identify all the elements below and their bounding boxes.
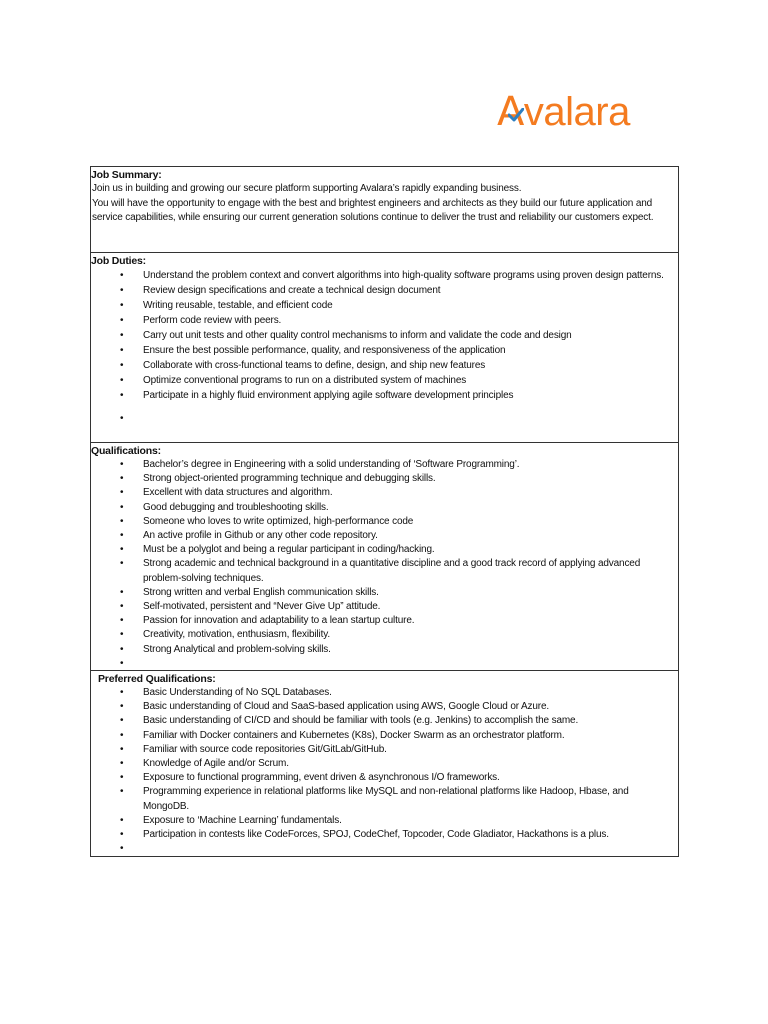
bullet-icon: • — [120, 687, 124, 698]
list-item-text: Optimize conventional programs to run on a distributed system of machines — [143, 375, 467, 386]
list-item — [91, 298, 678, 313]
list-item-text: Perform code review with peers. — [143, 315, 282, 326]
bullet-icon: • — [120, 558, 124, 570]
bullet-icon: • — [120, 413, 124, 424]
list-item-text: Must be a polyglot and being a regular participant in coding/hacking. — [143, 544, 435, 556]
list-item-text: Good debugging and troubleshooting skills. — [143, 501, 329, 513]
list-item-text: Someone who loves to write optimized, high-performance code — [143, 515, 414, 527]
list-spacer — [91, 403, 678, 411]
list-item-text: Bachelor’s degree in Engineering with a solid understanding of ‘Software Programming’. — [143, 459, 520, 470]
list-item — [91, 614, 678, 628]
preferred-qualifications-list — [91, 686, 678, 855]
list-item — [91, 529, 678, 543]
list-item — [91, 714, 678, 728]
bullet-icon: • — [120, 586, 124, 598]
bullet-icon: • — [120, 544, 124, 556]
qualifications-section — [91, 443, 678, 671]
bullet-icon: • — [120, 375, 124, 386]
list-item-text: Review design specifications and create a technical design document — [143, 285, 441, 296]
logo-letter-a: A — [497, 89, 524, 135]
job-duties-section — [91, 253, 678, 443]
bullet-icon: • — [120, 300, 124, 311]
qualifications-heading: Qualifications: — [91, 445, 161, 457]
list-item — [91, 543, 678, 557]
list-item-text: Basic Understanding of No SQL Databases. — [143, 687, 332, 698]
list-item-text: Programming experience in relational platforms like MySQL and non-relational platforms like Hadoop, Hbase, and MongoDB. — [143, 786, 629, 812]
preferred-qualifications-section — [91, 671, 678, 856]
list-item — [91, 785, 678, 813]
job-summary-line-2: You will have the opportunity to engage with the best and brightest engineers and architects as they build our future application and service capabilities, while ensuring our current generation solutions continue to deliver the trust and reliability our customers expect. — [92, 197, 654, 224]
bullet-icon: • — [120, 843, 124, 855]
bullet-icon: • — [120, 515, 124, 527]
bullet-icon: • — [120, 390, 124, 401]
list-item-text: Carry out unit tests and other quality control mechanisms to inform and validate the code and design — [143, 330, 572, 341]
job-duties-heading: Job Duties: — [91, 255, 146, 267]
list-item — [91, 814, 678, 828]
list-item-text: Self-motivated, persistent and “Never Give Up” attitude. — [143, 601, 381, 613]
bullet-icon: • — [120, 615, 124, 627]
bullet-icon: • — [120, 487, 124, 499]
list-item-text: Ensure the best possible performance, quality, and responsiveness of the application — [143, 345, 506, 356]
list-item — [91, 501, 678, 515]
bullet-icon: • — [120, 360, 124, 371]
bullet-icon: • — [120, 459, 124, 470]
list-item-text: Strong Analytical and problem-solving skills. — [143, 643, 331, 655]
list-item — [91, 828, 678, 842]
bullet-icon: • — [120, 530, 124, 542]
bullet-icon: • — [120, 772, 124, 784]
bullet-icon: • — [120, 643, 124, 655]
list-item — [91, 600, 678, 614]
bullet-icon: • — [120, 330, 124, 341]
list-item-text: An active profile in Github or any other code repository. — [143, 530, 378, 542]
job-summary-line-1: Join us in building and growing our secure platform supporting Avalara’s rapidly expanding business. — [92, 183, 522, 194]
list-item — [91, 628, 678, 642]
bullet-icon: • — [120, 473, 124, 485]
list-item — [91, 557, 678, 585]
bullet-icon: • — [120, 315, 124, 326]
bullet-icon: • — [120, 715, 124, 727]
list-item — [91, 743, 678, 757]
list-item-text: Participation in contests like CodeForces, SPOJ, CodeChef, Topcoder, Code Gladiator, Hackathons is a plus. — [143, 829, 609, 841]
bullet-icon: • — [120, 601, 124, 613]
bullet-icon: • — [120, 657, 124, 669]
list-item — [91, 643, 678, 657]
list-item-text: Writing reusable, testable, and efficient code — [143, 300, 333, 311]
list-item-text: Exposure to ‘Machine Learning’ fundamentals. — [143, 814, 342, 826]
list-item — [91, 472, 678, 486]
list-item — [91, 343, 678, 358]
bullet-icon: • — [120, 729, 124, 741]
list-item — [91, 388, 678, 403]
bullet-icon: • — [120, 285, 124, 296]
job-summary-heading: Job Summary: — [91, 169, 162, 181]
job-description-table — [90, 166, 679, 857]
list-item — [91, 458, 678, 472]
job-duties-list — [91, 268, 678, 424]
bullet-icon: • — [120, 758, 124, 770]
list-item-text: Collaborate with cross-functional teams to define, design, and ship new features — [143, 360, 486, 371]
list-item — [91, 771, 678, 785]
bullet-icon: • — [120, 270, 124, 281]
list-item-text: Knowledge of Agile and/or Scrum. — [143, 758, 289, 770]
list-item — [91, 358, 678, 373]
list-item-text: Strong academic and technical background in a quantitative discipline and a good track record of applying advanced problem-solving techniques. — [143, 558, 641, 584]
bullet-icon: • — [120, 743, 124, 755]
list-item-text: Basic understanding of Cloud and SaaS-based application using AWS, Google Cloud or Azure. — [143, 701, 549, 713]
list-item-text: Basic understanding of CI/CD and should be familiar with tools (e.g. Jenkins) to accomplish the same. — [143, 715, 579, 727]
list-item-text: Creativity, motivation, enthusiasm, flexibility. — [143, 629, 330, 641]
list-item — [91, 313, 678, 328]
list-item — [91, 700, 678, 714]
list-item-text: Understand the problem context and convert algorithms into high-quality software programs using proven design patterns. — [143, 270, 664, 281]
list-item-text: Participate in a highly fluid environment applying agile software development principles — [143, 390, 514, 401]
qualifications-list — [91, 458, 678, 669]
avalara-logo — [497, 86, 657, 138]
list-item — [91, 586, 678, 600]
checkmark-icon — [508, 108, 524, 122]
list-item-text: Strong object-oriented programming technique and debugging skills. — [143, 473, 436, 485]
bullet-icon: • — [120, 786, 124, 798]
list-item — [91, 515, 678, 529]
list-item — [91, 268, 678, 283]
list-item — [91, 328, 678, 343]
bullet-icon: • — [120, 501, 124, 513]
list-item-text: Familiar with source code repositories Git/GitLab/GitHub. — [143, 743, 387, 755]
list-item — [91, 373, 678, 388]
bullet-icon: • — [120, 829, 124, 841]
bullet-icon: • — [120, 629, 124, 641]
bullet-icon: • — [120, 814, 124, 826]
list-item — [91, 283, 678, 298]
bullet-icon: • — [120, 345, 124, 356]
list-item-text: Excellent with data structures and algorithm. — [143, 487, 333, 499]
preferred-qualifications-heading: Preferred Qualifications: — [98, 673, 216, 685]
list-item — [91, 757, 678, 771]
list-item — [91, 729, 678, 743]
job-summary-section — [91, 167, 678, 253]
list-item-text: Strong written and verbal English communication skills. — [143, 586, 379, 598]
logo-letters-rest: valara — [523, 90, 630, 134]
list-item-text: Familiar with Docker containers and Kubernetes (K8s), Docker Swarm as an orchestrator platform. — [143, 729, 565, 741]
list-item-text: Exposure to functional programming, event driven & asynchronous I/O frameworks. — [143, 772, 500, 784]
bullet-icon: • — [120, 701, 124, 713]
list-item-text: Passion for innovation and adaptability to a lean startup culture. — [143, 615, 415, 627]
list-item — [91, 486, 678, 500]
list-item — [91, 686, 678, 700]
